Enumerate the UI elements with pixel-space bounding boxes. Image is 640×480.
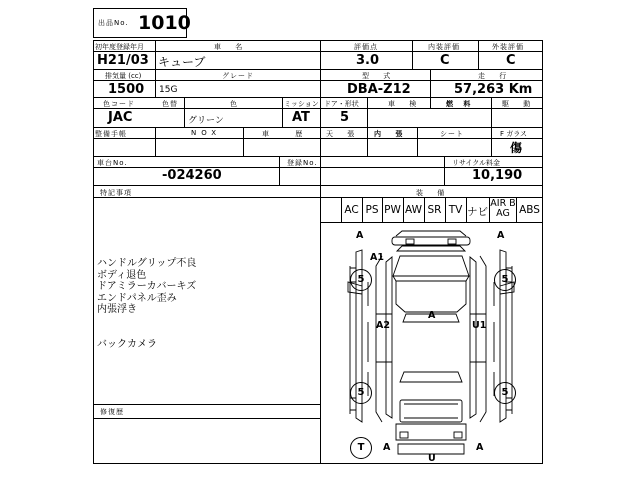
marker-a2: A2 <box>376 320 390 331</box>
color-value: グリーン <box>188 116 224 126</box>
score-label: 評価点 <box>354 43 378 51</box>
lining-label: 内 張 <box>374 130 409 138</box>
glass-label: F ガラス <box>500 130 528 138</box>
marker-rear-u: U <box>428 453 436 464</box>
note-line: ドアミラーカバーキズ <box>97 281 197 292</box>
wheel-rear-right: 5 <box>494 382 516 404</box>
note-extra: バックカメラ <box>97 339 157 350</box>
marker-rear-left: A <box>383 442 391 453</box>
marker-front-left: A <box>356 230 364 241</box>
interior-value: C <box>440 53 450 68</box>
marker-a1: A1 <box>370 252 384 263</box>
mileage-value: 57,263 Km <box>454 82 533 97</box>
chassis-label: 車台No. <box>97 159 128 167</box>
model-value: DBA-Z12 <box>347 82 411 97</box>
seat-label: シート <box>440 130 464 138</box>
score-value: 3.0 <box>356 53 380 68</box>
marker-u1: U1 <box>472 320 487 331</box>
inspection-label: 車 検 <box>388 100 423 108</box>
mileage-label: 走 行 <box>478 72 513 80</box>
doors-value: 5 <box>340 110 350 125</box>
equip-sr: SR <box>427 204 442 216</box>
ceiling-label: 天 張 <box>326 130 361 138</box>
nox-label: NOX <box>191 129 222 137</box>
recycle-label: リサイクル料金 <box>452 159 501 167</box>
mission-value: AT <box>292 110 310 125</box>
wheel-rear-left: 5 <box>350 382 372 404</box>
lot-number: 1010 <box>138 12 191 34</box>
lot-number-label: 出品No. <box>98 19 129 27</box>
manual-label: 整備手帳 <box>95 130 127 138</box>
notes-label: 特記事項 <box>100 189 132 197</box>
drive-label: 駆 動 <box>502 100 537 108</box>
glass-value: 傷 <box>510 141 523 155</box>
equipment-label: 装 備 <box>416 189 451 197</box>
equip-airbag: AIR BAG <box>490 198 516 219</box>
wheel-front-right: 5 <box>494 269 516 291</box>
lot-number-box <box>93 8 191 38</box>
equip-ps: PS <box>365 204 379 216</box>
name-label: 車 名 <box>214 43 249 51</box>
equip-pw: PW <box>384 204 401 216</box>
mission-label: ミッション <box>284 100 319 108</box>
exterior-label: 外装評価 <box>492 43 524 51</box>
color-code-value: JAC <box>108 110 133 125</box>
wheel-front-left: 5 <box>350 269 372 291</box>
color-change-label: 色替 <box>162 100 178 108</box>
reg-label: 登録No. <box>287 159 318 167</box>
history-label: 車 歴 <box>262 130 315 138</box>
marker-front-right: A <box>497 230 505 241</box>
cc-label: 排気量 (cc) <box>105 72 142 80</box>
note-line: ボディ退色 <box>97 269 147 281</box>
color-label: 色 <box>230 100 238 108</box>
fuel-label: 燃 料 <box>446 100 475 108</box>
equip-abs: ABS <box>519 204 540 216</box>
notes-list <box>97 258 196 316</box>
doors-label: ドア・形状 <box>324 100 359 108</box>
equip-tv: TV <box>448 204 463 216</box>
marker-t: T <box>350 437 372 459</box>
color-code-label: 色コード <box>103 100 135 108</box>
exterior-value: C <box>506 53 516 68</box>
car-diagram <box>320 222 543 464</box>
note-line: 内張浮き <box>97 304 137 315</box>
chassis-value: -024260 <box>162 168 222 183</box>
recycle-value: 10,190 <box>472 168 523 183</box>
equip-navi: ナビ <box>467 206 488 218</box>
model-label: 型 式 <box>362 72 397 80</box>
equip-aw: AW <box>405 204 422 216</box>
grade-value: 15G <box>159 85 178 95</box>
year-label: 初年度登録年月 <box>95 43 144 51</box>
marker-roof: A <box>428 310 436 321</box>
interior-label: 内装評価 <box>428 43 460 51</box>
repair-label: 修復歴 <box>100 408 124 416</box>
grade-label: グレード <box>222 72 254 80</box>
note-line: ハンドルグリップ不良 <box>97 258 197 269</box>
cc-value: 1500 <box>108 82 145 97</box>
name-value: キューブ <box>158 55 206 69</box>
year-value: H21/03 <box>97 53 149 68</box>
equip-ac: AC <box>344 204 359 216</box>
marker-rear-right: A <box>476 442 484 453</box>
note-line: エンドパネル歪み <box>97 292 177 304</box>
